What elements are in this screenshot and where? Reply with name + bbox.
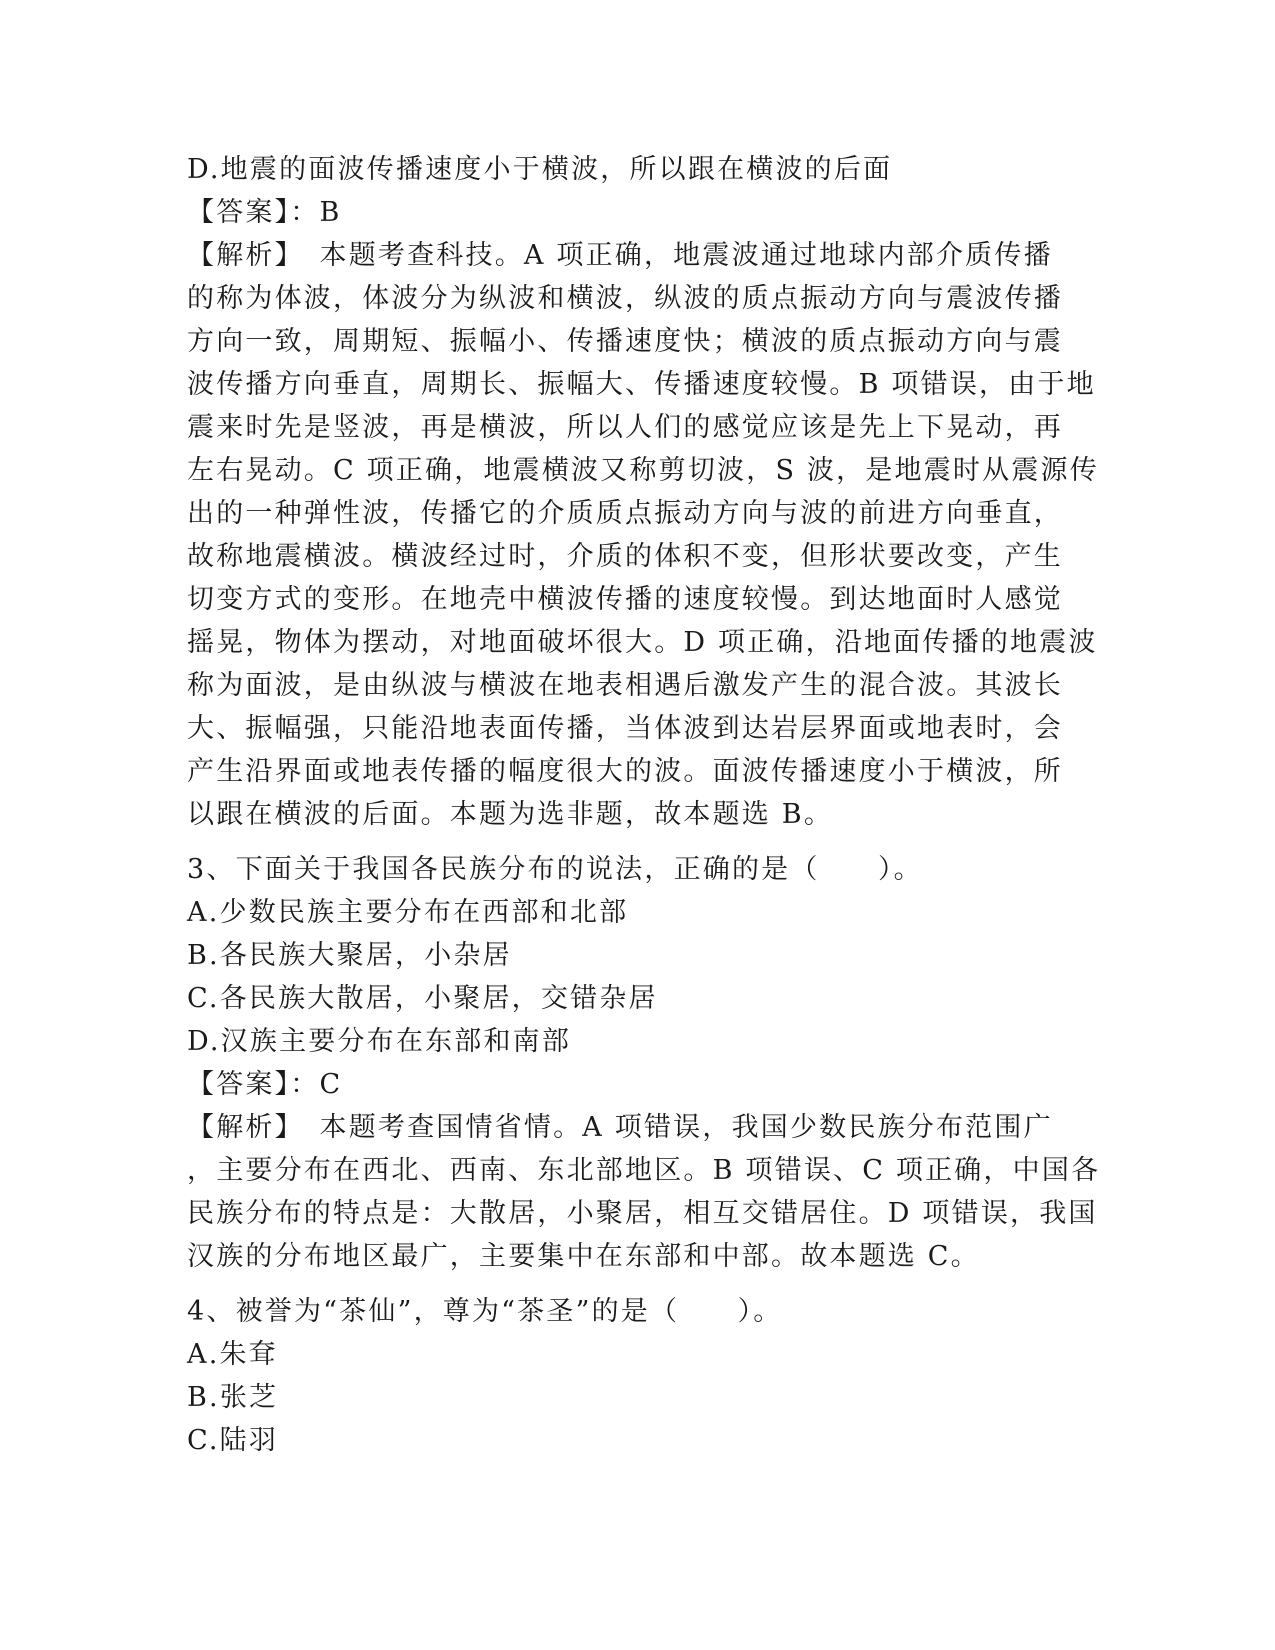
q3-option-b: B.各民族大聚居，小杂居: [187, 940, 512, 971]
q3-option-d: D.汉族主要分布在东部和南部: [187, 1026, 572, 1057]
q2-analysis-line: 故称地震横波。横波经过时，介质的体积不变，但形状要改变，产生: [187, 541, 1063, 572]
question-4-block: [187, 1290, 1077, 1462]
q3-question: 3、下面关于我国各民族分布的说法，正确的是（ ）。: [187, 854, 923, 885]
q2-analysis-line: 以跟在横波的后面。本题为选非题，故本题选 B。: [187, 799, 834, 830]
q3-analysis-line: 【解析】 本题考查国情省情。A 项错误，我国少数民族分布范围广: [187, 1112, 1053, 1143]
q4-option-c: C.陆羽: [187, 1425, 279, 1456]
q4-option-b: B.张芝: [187, 1382, 279, 1413]
q4-question: 4、被誉为“茶仙”，尊为“茶圣”的是（ ）。: [187, 1296, 783, 1327]
question-3-block: [187, 848, 1101, 1278]
q2-analysis-line: 大、振幅强，只能沿地表面传播，当体波到达岩层界面或地表时，会: [187, 713, 1063, 744]
q3-analysis: [187, 1106, 1101, 1278]
question-2-block: [187, 148, 1099, 836]
q3-option-a: A.少数民族主要分布在西部和北部: [187, 897, 629, 928]
q2-analysis-line: 称为面波，是由纵波与横波在地表相遇后激发产生的混合波。其波长: [187, 670, 1063, 701]
q2-analysis-line: 震来时先是竖波，再是横波，所以人们的感觉应该是先上下晃动，再: [187, 412, 1063, 443]
q3-option-c: C.各民族大散居，小聚居，交错杂居: [187, 983, 658, 1014]
q2-analysis-line: 的称为体波，体波分为纵波和横波，纵波的质点振动方向与震波传播: [187, 283, 1063, 314]
q2-analysis-line: 左右晃动。C 项正确，地震横波又称剪切波，S 波，是地震时从震源传: [187, 455, 1099, 486]
q2-analysis-line: 波传播方向垂直，周期长、振幅大、传播速度较慢。B 项错误，由于地: [187, 369, 1096, 400]
q3-analysis-line: 汉族的分布地区最广，主要集中在东部和中部。故本题选 C。: [187, 1241, 980, 1272]
q2-analysis: [187, 234, 1099, 836]
q3-analysis-line: ，主要分布在西北、西南、东北部地区。B 项错误、C 项正确，中国各: [187, 1155, 1101, 1186]
q3-analysis-line: 民族分布的特点是：大散居，小聚居，相互交错居住。D 项错误，我国: [187, 1198, 1098, 1229]
q2-analysis-line: 切变方式的变形。在地壳中横波传播的速度较慢。到达地面时人感觉: [187, 584, 1063, 615]
q2-analysis-line: 【解析】 本题考查科技。A 项正确，地震波通过地球内部介质传播: [187, 240, 1053, 271]
document-page: [187, 148, 1101, 1462]
q4-option-a: A.朱耷: [187, 1339, 278, 1370]
q3-answer: 【答案】：C: [187, 1069, 343, 1100]
q2-analysis-line: 方向一致，周期短、振幅小、传播速度快；横波的质点振动方向与震: [187, 326, 1063, 357]
q2-option-d: D.地震的面波传播速度小于横波，所以跟在横波的后面: [187, 154, 893, 185]
q2-analysis-line: 摇晃，物体为摆动，对地面破坏很大。D 项正确，沿地面传播的地震波: [187, 627, 1098, 658]
q2-analysis-line: 产生沿界面或地表传播的幅度很大的波。面波传播速度小于横波，所: [187, 756, 1063, 787]
q2-analysis-line: 出的一种弹性波，传播它的介质质点振动方向与波的前进方向垂直，: [187, 498, 1063, 529]
q2-answer: 【答案】：B: [187, 197, 342, 228]
